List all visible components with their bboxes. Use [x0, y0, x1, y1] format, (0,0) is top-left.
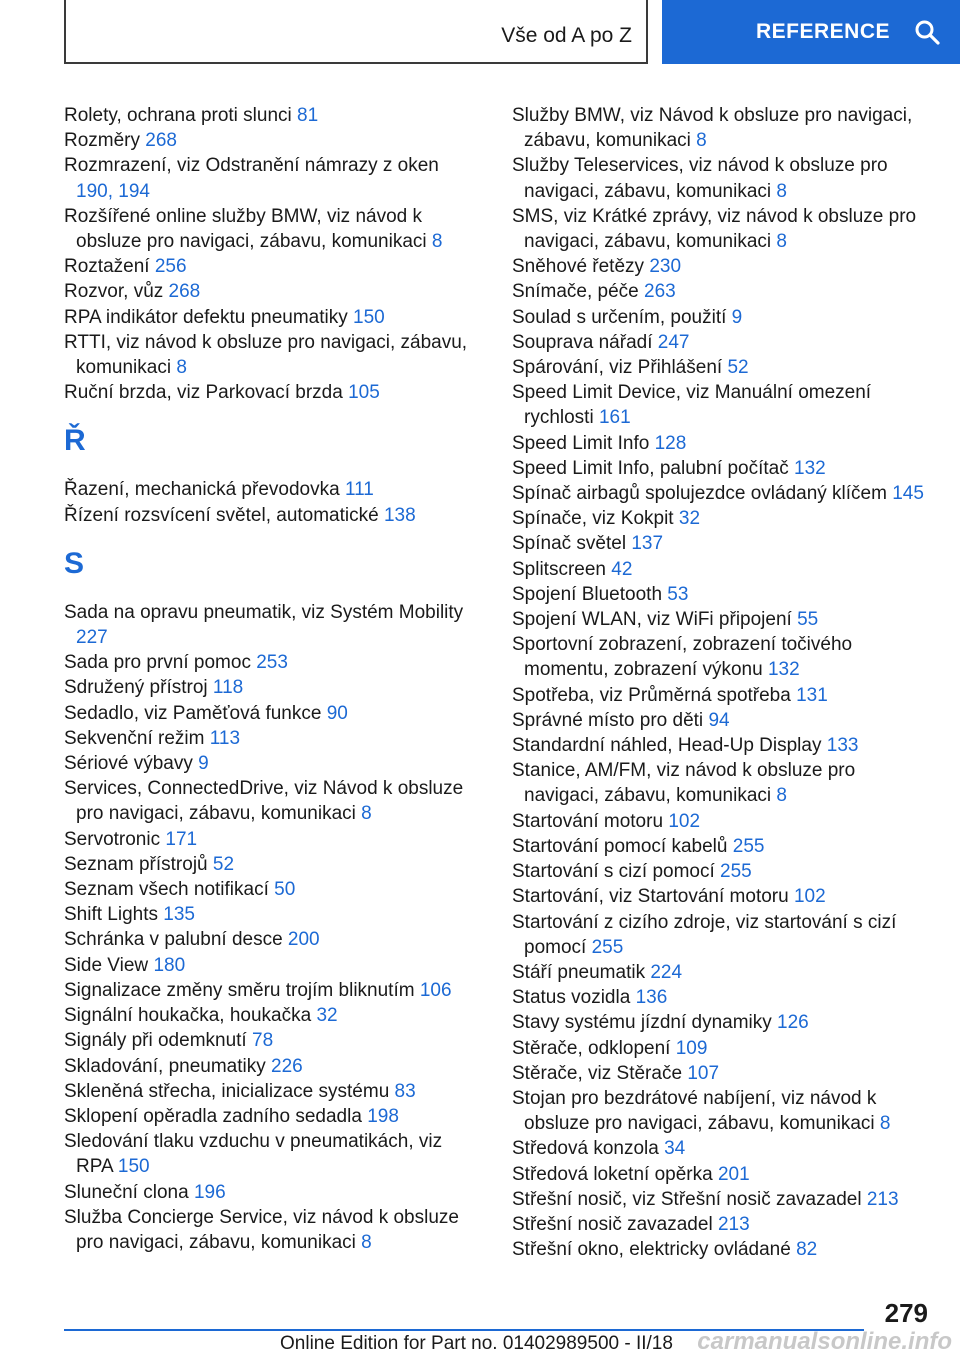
index-entry: [512, 330, 930, 355]
entry-text: Seznam přístrojů: [64, 853, 208, 875]
page-reference-link[interactable]: 135: [163, 904, 195, 926]
entry-text: Sériové výbavy: [64, 753, 193, 775]
page-reference-link[interactable]: 42: [611, 558, 633, 580]
page-reference-link[interactable]: 107: [687, 1062, 720, 1084]
entry-text: Stanice, AM/FM, viz návod k obsluze pro navigaci, zábavu, komunikaci: [512, 760, 856, 807]
index-entry: [512, 153, 930, 203]
page-reference-link[interactable]: 55: [797, 609, 819, 631]
index-entry: [512, 557, 930, 582]
page-reference-link[interactable]: 8: [696, 130, 707, 152]
entry-text: Sklopení opěradla zadního sedadla: [64, 1105, 362, 1127]
entry-text: Služba Concierge Service, viz návod k obsluze pro navigaci, zábavu, komunikaci: [64, 1206, 459, 1253]
index-entry: [512, 607, 930, 632]
index-entry: [64, 701, 474, 726]
entry-text: Spínač airbagů spolujezdce ovládaný klíčem: [512, 483, 887, 505]
index-entry: [64, 1079, 474, 1104]
entry-text: Signalizace změny směru trojím bliknutím: [64, 979, 415, 1001]
page-reference-link[interactable]: 111: [344, 479, 374, 501]
page-reference-link[interactable]: 8: [879, 1113, 891, 1135]
index-entry: [512, 531, 930, 556]
page-reference-link[interactable]: 255: [591, 936, 624, 958]
page-reference-link[interactable]: 132: [794, 457, 826, 479]
page-reference-link[interactable]: 247: [657, 331, 690, 353]
page-reference-link[interactable]: 52: [727, 357, 749, 379]
entry-text: Správné místo pro děti: [512, 709, 704, 731]
entry-text: Servotronic: [64, 828, 161, 850]
index-entry: [64, 254, 474, 279]
index-entry: [64, 103, 474, 128]
entry-text: Sluneční clona: [64, 1181, 189, 1203]
entry-text: Startování, viz Startování motoru: [512, 886, 789, 908]
page-reference-link[interactable]: 224: [650, 961, 683, 983]
index-entry: [64, 1054, 474, 1079]
page-reference-link[interactable]: 137: [631, 533, 664, 555]
section-title: Vše od A po Z: [501, 24, 632, 47]
index-entry: [64, 1205, 474, 1255]
page-reference-link[interactable]: 131: [796, 684, 828, 706]
index-entry: [512, 1061, 930, 1086]
page-reference-link[interactable]: 196: [193, 1181, 226, 1203]
index-entry: [512, 1136, 930, 1161]
page-reference-link[interactable]: 145: [892, 483, 924, 505]
entry-text: RTTI, viz návod k obsluze pro navigaci, zábavu, komunikaci: [64, 331, 468, 379]
page-reference-link[interactable]: 253: [256, 652, 288, 674]
entry-text: Sekvenční režim: [64, 727, 205, 749]
entry-text: Roztažení: [64, 256, 150, 278]
index-entry: [64, 1104, 474, 1129]
index-entry: [64, 330, 474, 380]
page-reference-link[interactable]: 90: [326, 702, 348, 724]
entry-text: Středová konzola: [512, 1138, 659, 1160]
index-entry: [64, 128, 474, 153]
entry-text: Side View: [64, 954, 149, 976]
entry-text: Služby BMW, viz Návod k obsluze pro navigaci, zábavu, komunikaci: [512, 105, 913, 152]
edition-text: Online Edition for Part no. 01402989500 - II/18: [280, 1333, 673, 1354]
index-entry: [512, 1187, 930, 1212]
page-reference-link[interactable]: 226: [271, 1055, 303, 1077]
index-entry: [64, 305, 474, 330]
entry-text: Rozvor, vůz: [64, 281, 164, 303]
page-reference-link[interactable]: 263: [644, 281, 676, 303]
index-entry: [512, 1010, 930, 1035]
entry-text: Skladování, pneumatiky: [64, 1055, 266, 1077]
entry-text: Speed Limit Info, palubní počítač: [512, 457, 789, 479]
index-entry: [512, 103, 930, 153]
index-entry: [512, 380, 930, 430]
page-reference-link[interactable]: 213: [717, 1213, 750, 1235]
page-reference-link[interactable]: 190, 194: [76, 180, 150, 202]
page-reference-link[interactable]: 256: [154, 256, 187, 278]
entry-text: Stěrače, odklopení: [512, 1037, 671, 1059]
index-column-right: [512, 103, 930, 1262]
entry-text: Signály při odemknutí: [64, 1030, 247, 1052]
header-frame: [64, 0, 648, 64]
entry-text: Střešní okno, elektricky ovládané: [512, 1239, 791, 1261]
page-reference-link[interactable]: 8: [431, 231, 443, 253]
reference-badge[interactable]: [662, 0, 960, 64]
page-reference-link[interactable]: 132: [767, 659, 800, 681]
page-reference-link[interactable]: 102: [668, 810, 701, 832]
page-reference-link[interactable]: 126: [777, 1012, 809, 1034]
page-reference-link[interactable]: 8: [176, 357, 187, 379]
entry-text: Spotřeba, viz Průměrná spotřeba: [512, 684, 791, 706]
index-column-left: [64, 103, 474, 1255]
entry-text: Spojení WLAN, viz WiFi připojení: [512, 609, 792, 631]
index-entry: [512, 582, 930, 607]
entry-text: Stojan pro bezdrátové nabíjení, viz návod k obsluze pro navigaci, zábavu, komunikaci: [512, 1087, 877, 1135]
entry-text: Sdružený přístroj: [64, 677, 208, 699]
entry-text: Soulad s určením, použití: [512, 306, 727, 328]
entry-text: Střešní nosič, viz Střešní nosič zavazadel: [512, 1188, 862, 1210]
section-letter: Ř: [64, 424, 86, 458]
index-entry: [512, 279, 930, 304]
page-reference-link[interactable]: 150: [117, 1156, 150, 1178]
entry-text: Střešní nosič zavazadel: [512, 1213, 713, 1235]
entry-text: Spínač světel: [512, 533, 627, 555]
index-entry: [64, 902, 474, 927]
index-entry: [64, 1003, 474, 1028]
entry-text: Spínače, viz Kokpit: [512, 508, 674, 530]
entry-text: Stěrače, viz Stěrače: [512, 1062, 683, 1084]
page-reference-link[interactable]: 227: [76, 627, 108, 649]
page-reference-link[interactable]: 32: [316, 1005, 338, 1027]
entry-text: Schránka v palubní desce: [64, 929, 283, 951]
entry-text: Spárování, viz Přihlášení: [512, 357, 723, 379]
page-reference-link[interactable]: 81: [297, 105, 319, 126]
page-reference-link[interactable]: 52: [212, 853, 235, 875]
index-entry: [64, 877, 474, 902]
entry-text: Skleněná střecha, inicializace systému: [64, 1080, 390, 1102]
page-reference-link[interactable]: 230: [649, 256, 682, 278]
index-entry: [64, 953, 474, 978]
page-reference-link[interactable]: 106: [419, 979, 452, 1001]
index-entry: [64, 503, 474, 528]
entry-text: Standardní náhled, Head-Up Display: [512, 735, 822, 757]
page-reference-link[interactable]: 128: [654, 432, 687, 454]
page-reference-link[interactable]: 150: [353, 306, 385, 328]
index-entry: [64, 153, 474, 203]
page-reference-link[interactable]: 82: [796, 1239, 818, 1261]
page-reference-link[interactable]: 138: [383, 504, 416, 526]
entry-text: Seznam všech notifikací: [64, 879, 269, 901]
entry-text: Sedadlo, viz Paměťová funkce: [64, 702, 322, 724]
entry-text: Stavy systému jízdní dynamiky: [512, 1012, 772, 1034]
entry-text: Splitscreen: [512, 558, 606, 580]
entry-text: Rozšířené online služby BMW, viz návod k obsluze pro navigaci, zábavu, komunikaci: [64, 205, 427, 253]
entry-text: Rozmrazení, viz Odstranění námrazy z oken: [64, 155, 439, 177]
index-entry: [512, 834, 930, 859]
entry-text: Sledování tlaku vzduchu v pneumatikách, viz RPA: [64, 1131, 443, 1178]
index-entry: [64, 204, 474, 254]
index-entry: [512, 960, 930, 985]
index-entry: [512, 305, 930, 330]
index-entry: [512, 456, 930, 481]
page-reference-link[interactable]: 32: [678, 508, 701, 530]
page-reference-link[interactable]: 78: [252, 1030, 274, 1052]
index-entry: [512, 1086, 930, 1136]
page-reference-link[interactable]: 102: [793, 886, 826, 908]
page-reference-link[interactable]: 198: [367, 1105, 399, 1127]
index-entry: [64, 827, 474, 852]
page-number: 279: [884, 1298, 928, 1328]
index-entry: [64, 650, 474, 675]
page-reference-link[interactable]: 34: [664, 1138, 686, 1160]
index-entry: [512, 884, 930, 909]
entry-text: Startování z cizího zdroje, viz startování s cizí pomocí: [512, 911, 897, 958]
entry-text: RPA indikátor defektu pneumatiky: [64, 306, 348, 328]
page-reference-link[interactable]: 201: [717, 1163, 750, 1185]
page-reference-link[interactable]: 118: [212, 677, 244, 699]
index-entry: [512, 809, 930, 834]
index-entry: [512, 506, 930, 531]
page-reference-link[interactable]: 8: [776, 180, 787, 202]
reference-label: REFERENCE: [756, 20, 891, 43]
page-reference-link[interactable]: 53: [667, 583, 689, 605]
entry-text: Signální houkačka, houkačka: [64, 1005, 312, 1027]
index-entry: [512, 910, 930, 960]
entry-text: Startování motoru: [512, 810, 664, 832]
entry-text: Services, ConnectedDrive, viz Návod k obsluze pro navigaci, zábavu, komunikaci: [64, 778, 464, 825]
page-reference-link[interactable]: 180: [153, 954, 186, 976]
entry-text: Sněhové řetězy: [512, 256, 645, 278]
entry-text: Stáří pneumatik: [512, 961, 646, 983]
page-reference-link[interactable]: 8: [776, 231, 787, 253]
page-reference-link[interactable]: 200: [287, 929, 320, 951]
index-entry: [512, 1162, 930, 1187]
entry-text: Souprava nářadí: [512, 331, 653, 353]
page-reference-link[interactable]: 8: [361, 1231, 372, 1253]
index-entry: [64, 927, 474, 952]
search-icon[interactable]: [914, 19, 940, 45]
page-reference-link[interactable]: 105: [348, 382, 380, 404]
page-reference-link[interactable]: 109: [675, 1037, 708, 1059]
entry-text: Ruční brzda, viz Parkovací brzda: [64, 382, 343, 404]
page-reference-link[interactable]: 171: [165, 828, 198, 850]
page-reference-link[interactable]: 161: [598, 407, 631, 429]
entry-text: Startování pomocí kabelů: [512, 835, 728, 857]
entry-text: Sportovní zobrazení, zobrazení točivého momentu, zobrazení výkonu: [512, 634, 853, 681]
page-reference-link[interactable]: 8: [361, 803, 372, 825]
index-entry: [512, 481, 930, 506]
entry-text: Shift Lights: [64, 904, 158, 926]
index-entry: [64, 726, 474, 751]
index-entry: [64, 380, 474, 405]
page-reference-link[interactable]: 8: [776, 785, 787, 807]
index-entry: [64, 776, 474, 826]
index-entry: [512, 859, 930, 884]
entry-text: SMS, viz Krátké zprávy, viz návod k obsluze pro navigaci, zábavu, komunikaci: [512, 205, 917, 253]
page-reference-link[interactable]: 268: [168, 281, 201, 303]
page-reference-link[interactable]: 83: [394, 1080, 416, 1102]
index-entry: [64, 600, 474, 650]
page-reference-link[interactable]: 113: [209, 727, 241, 749]
page-reference-link[interactable]: 9: [198, 753, 209, 775]
entry-text: Řízení rozsvícení světel, automatické: [64, 504, 379, 526]
page-reference-link[interactable]: 268: [145, 130, 177, 152]
index-entry: [64, 675, 474, 700]
index-entry: [64, 978, 474, 1003]
index-entry: [512, 683, 930, 708]
entry-text: Rolety, ochrana proti slunci: [64, 105, 292, 126]
page-reference-link[interactable]: 255: [732, 835, 765, 857]
index-entry: [512, 632, 930, 682]
index-entry: [64, 1028, 474, 1053]
index-entry: [64, 1129, 474, 1179]
index-entry: [512, 1237, 930, 1262]
index-entry: [512, 355, 930, 380]
entry-text: Rozměry: [64, 130, 141, 152]
entry-text: Status vozidla: [512, 987, 631, 1009]
entry-text: Sada pro první pomoc: [64, 652, 251, 674]
brand-watermark: carmanualsonline.info: [697, 1328, 952, 1355]
page-reference-link[interactable]: 50: [274, 879, 296, 901]
index-entry: [64, 477, 474, 502]
index-entry: [512, 985, 930, 1010]
entry-text: Speed Limit Device, viz Manuální omezení rychlosti: [512, 382, 872, 429]
index-entry: [64, 751, 474, 776]
page-reference-link[interactable]: 9: [731, 306, 743, 328]
entry-text: Speed Limit Info: [512, 432, 650, 454]
index-entry: [64, 279, 474, 304]
page-reference-link[interactable]: 213: [866, 1188, 899, 1210]
index-entry: [64, 1180, 474, 1205]
entry-text: Startování s cizí pomocí: [512, 861, 715, 883]
index-entry: [512, 204, 930, 254]
entry-text: Služby Teleservices, viz návod k obsluze pro navigaci, zábavu, komunikaci: [512, 155, 888, 202]
entry-text: Řazení, mechanická převodovka: [64, 479, 340, 501]
page-reference-link[interactable]: 136: [635, 987, 668, 1009]
page-reference-link[interactable]: 133: [826, 735, 859, 757]
index-entry: [512, 1212, 930, 1237]
index-entry: [512, 1036, 930, 1061]
page-reference-link[interactable]: 255: [720, 861, 752, 883]
index-entry: [512, 758, 930, 808]
index-entry: [512, 254, 930, 279]
entry-text: Středová loketní opěrka: [512, 1163, 713, 1185]
section-letter: S: [64, 546, 85, 580]
index-entry: [512, 733, 930, 758]
entry-text: Spojení Bluetooth: [512, 583, 663, 605]
entry-text: Sada na opravu pneumatik, viz Systém Mobility: [64, 601, 464, 623]
index-entry: [64, 852, 474, 877]
index-entry: [512, 431, 930, 456]
page-reference-link[interactable]: 94: [708, 709, 730, 731]
index-entry: [512, 708, 930, 733]
entry-text: Snímače, péče: [512, 281, 639, 303]
